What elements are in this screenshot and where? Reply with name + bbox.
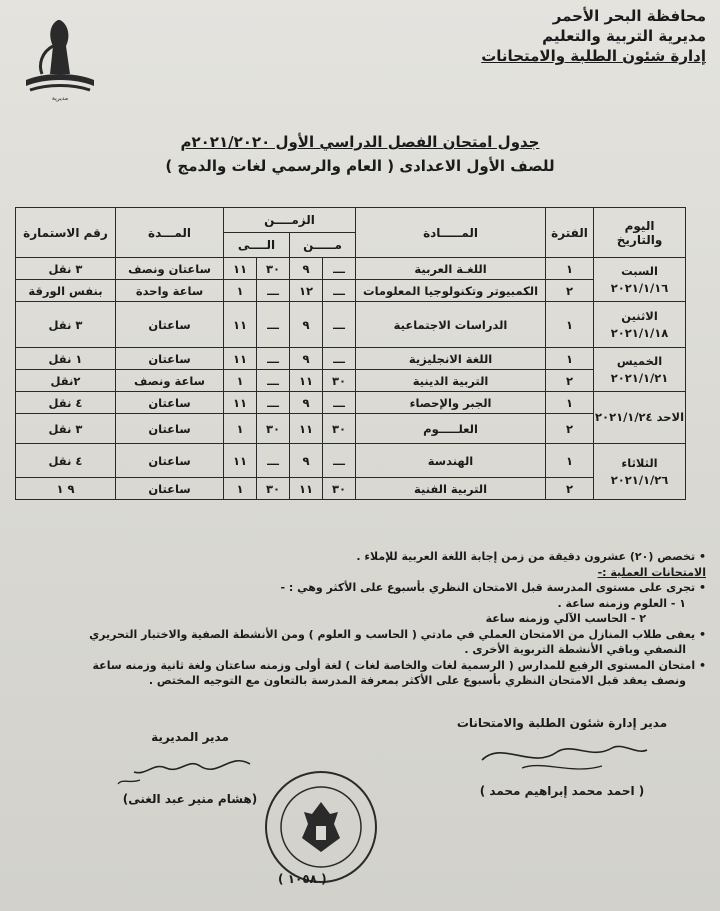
department-name: إدارة شئون الطلبة والامتحانات (481, 47, 706, 65)
ministry-logo-icon (20, 14, 100, 102)
from-hour-cell: ٩ (290, 444, 323, 478)
department-manager-signature (422, 716, 702, 798)
to-minute-cell: ـــ (257, 444, 290, 478)
from-minute-cell: ـــ (323, 280, 356, 302)
from-hour-cell: ٩ (290, 348, 323, 370)
from-hour-cell: ١١ (290, 414, 323, 444)
department-manager-title: مدير إدارة شئون الطلبة والامتحانات (456, 716, 668, 730)
header-form-number: رقم الاستمارة (16, 208, 116, 258)
subject-cell: اللغـة العربية (356, 258, 546, 280)
form-cell: ١ نقل (16, 348, 116, 370)
to-minute-cell: ـــ (257, 392, 290, 414)
from-hour-cell: ٩ (290, 258, 323, 280)
directorate-manager-signature (90, 730, 290, 806)
header-from: مـــــن (290, 233, 356, 258)
table-header-row (16, 208, 686, 233)
to-hour-cell: ١ (224, 478, 257, 500)
schedule-subtitle: للصف الأول الاعدادى ( العام والرسمي لغات والدمج ) (165, 157, 555, 175)
header-to: الــــى (224, 233, 290, 258)
to-hour-cell: ١ (224, 370, 257, 392)
note-advanced-level-cont: ونصف يعقد قبل الامتحان النظري بأسبوع على الأكثر بمعرفة المدرسة بالتعاون مع التوجيه المختص . (148, 674, 686, 687)
duration-cell: ساعتان ونصف (116, 258, 224, 280)
duration-cell: ساعة واحدة (116, 280, 224, 302)
subject-cell: العلـــــوم (356, 414, 546, 444)
to-minute-cell: ـــ (257, 280, 290, 302)
from-hour-cell: ٩ (290, 392, 323, 414)
from-minute-cell: ـــ (323, 348, 356, 370)
table-row (16, 348, 686, 370)
handwritten-signature-icon (462, 730, 662, 780)
period-cell: ١ (546, 302, 594, 348)
period-cell: ٢ (546, 370, 594, 392)
from-minute-cell: ـــ (323, 444, 356, 478)
form-cell: ٢نقل (16, 370, 116, 392)
form-cell: ٣ نقل (16, 414, 116, 444)
duration-cell: ساعتان (116, 348, 224, 370)
period-cell: ١ (546, 258, 594, 280)
exam-schedule-table (15, 207, 686, 500)
practical-exams-heading: الامتحانات العملية :- (597, 565, 706, 579)
duration-cell: ساعتان (116, 302, 224, 348)
directorate-name: مديرية التربية والتعليم (542, 27, 706, 45)
table-row (16, 478, 686, 500)
note-advanced-level: • امتحان المستوى الرفيع للمدارس ( الرسمية لغات والخاصة لغات ) لغة أولى وزمنه ساعتان ولغة ثانية وزمنه ساعة (16, 658, 706, 674)
day-date-cell: الاثنين ٢٠٢١/١/١٨ (594, 302, 686, 348)
schedule-titles (80, 130, 640, 178)
subject-cell: الجبر والإحصاء (356, 392, 546, 414)
duration-cell: ساعتان (116, 444, 224, 478)
department-manager-name: ( احمد محمد إبراهيم محمد ) (479, 784, 645, 798)
period-cell: ٢ (546, 478, 594, 500)
to-hour-cell: ١١ (224, 348, 257, 370)
from-minute-cell: ٣٠ (323, 478, 356, 500)
header-period: الفترة (546, 208, 594, 258)
directorate-manager-name: (هشام منير عبد الغنى) (122, 792, 258, 806)
subject-cell: اللغة الانجليزية (356, 348, 546, 370)
period-cell: ٢ (546, 414, 594, 444)
to-minute-cell: ٣٠ (257, 414, 290, 444)
table-row (16, 392, 686, 414)
note-practical-timing: • تجرى على مستوى المدرسة قبل الامتحان النظري بأسبوع على الأكثر وهي : - (16, 580, 706, 596)
to-minute-cell: ٣٠ (257, 258, 290, 280)
to-hour-cell: ١١ (224, 392, 257, 414)
form-cell: بنفس الورقة (16, 280, 116, 302)
from-minute-cell: ٣٠ (323, 370, 356, 392)
directorate-manager-title: مدير المديرية (151, 730, 229, 744)
notes-section (16, 549, 706, 689)
day-date-cell: الخميس ٢٠٢١/١/٢١ (594, 348, 686, 392)
header-duration: المـــدة (116, 208, 224, 258)
duration-cell: ساعتان (116, 392, 224, 414)
day-date-cell: السبت ٢٠٢١/١/١٦ (594, 258, 686, 302)
from-minute-cell: ـــ (323, 302, 356, 348)
period-cell: ١ (546, 348, 594, 370)
table-row (16, 302, 686, 348)
header-subject: المـــــادة (356, 208, 546, 258)
table-row (16, 414, 686, 444)
svg-text:مديرية: مديرية (51, 95, 69, 102)
period-cell: ١ (546, 444, 594, 478)
table-row (16, 370, 686, 392)
to-hour-cell: ١ (224, 414, 257, 444)
to-minute-cell: ٣٠ (257, 478, 290, 500)
to-hour-cell: ١١ (224, 302, 257, 348)
header-day: اليوم والتاريخ (594, 208, 686, 258)
from-minute-cell: ـــ (323, 392, 356, 414)
note-home-students-cont: النصفي وباقي الأنشطة التربوية الأخرى . (464, 643, 686, 656)
table-row (16, 258, 686, 280)
note-dictation: • تخصص (٢٠) عشرون دقيقة من زمن إجابة اللغة العربية للإملاء . (16, 549, 706, 565)
subject-cell: الكمبيوتر وتكنولوجيا المعلومات (356, 280, 546, 302)
form-cell: ٤ نقل (16, 444, 116, 478)
handwritten-signature-icon (100, 744, 280, 788)
note-computer-practical: ٢ - الحاسب الآلي وزمنه ساعة (485, 612, 646, 625)
header-time: الزمــــن (224, 208, 356, 233)
stamp-serial-number: ( ١٠٥٨ ) (278, 872, 327, 886)
from-hour-cell: ١١ (290, 370, 323, 392)
to-hour-cell: ١١ (224, 258, 257, 280)
day-date-cell: الثلاثاء ٢٠٢١/١/٢٦ (594, 444, 686, 500)
from-hour-cell: ٩ (290, 302, 323, 348)
duration-cell: ساعة ونصف (116, 370, 224, 392)
duration-cell: ساعتان (116, 414, 224, 444)
duration-cell: ساعتان (116, 478, 224, 500)
table-row (16, 280, 686, 302)
note-home-students: • يعفى طلاب المنازل من الامتحان العملي في مادتي ( الحاسب و العلوم ) ومن الأنشطة الصفية والاختبار التحريري (16, 627, 706, 643)
schedule-title: جدول امتحان الفصل الدراسي الأول ٢٠٢١/٢٠٢٠م (180, 133, 540, 151)
to-minute-cell: ـــ (257, 370, 290, 392)
to-minute-cell: ـــ (257, 302, 290, 348)
table-row (16, 444, 686, 478)
from-hour-cell: ١٢ (290, 280, 323, 302)
form-cell: ٣ نقل (16, 302, 116, 348)
directorate-header (481, 6, 706, 66)
from-hour-cell: ١١ (290, 478, 323, 500)
form-cell: ٣ نقل (16, 258, 116, 280)
to-hour-cell: ١١ (224, 444, 257, 478)
to-hour-cell: ١ (224, 280, 257, 302)
to-minute-cell: ـــ (257, 348, 290, 370)
form-cell: ٤ نقل (16, 392, 116, 414)
period-cell: ٢ (546, 280, 594, 302)
from-minute-cell: ـــ (323, 258, 356, 280)
subject-cell: الدراسات الاجتماعية (356, 302, 546, 348)
governorate-name: محافظة البحر الأحمر (552, 7, 706, 25)
subject-cell: الهندسة (356, 444, 546, 478)
subject-cell: التربية الفنية (356, 478, 546, 500)
day-date-cell: الاحد ٢٠٢١/١/٢٤ (594, 392, 686, 444)
official-stamp-icon (262, 768, 380, 886)
note-science-practical: ١ - العلوم وزمنه ساعة . (557, 596, 686, 610)
from-minute-cell: ٣٠ (323, 414, 356, 444)
subject-cell: التربية الدينية (356, 370, 546, 392)
period-cell: ١ (546, 392, 594, 414)
form-cell: ٩ ١ (16, 478, 116, 500)
